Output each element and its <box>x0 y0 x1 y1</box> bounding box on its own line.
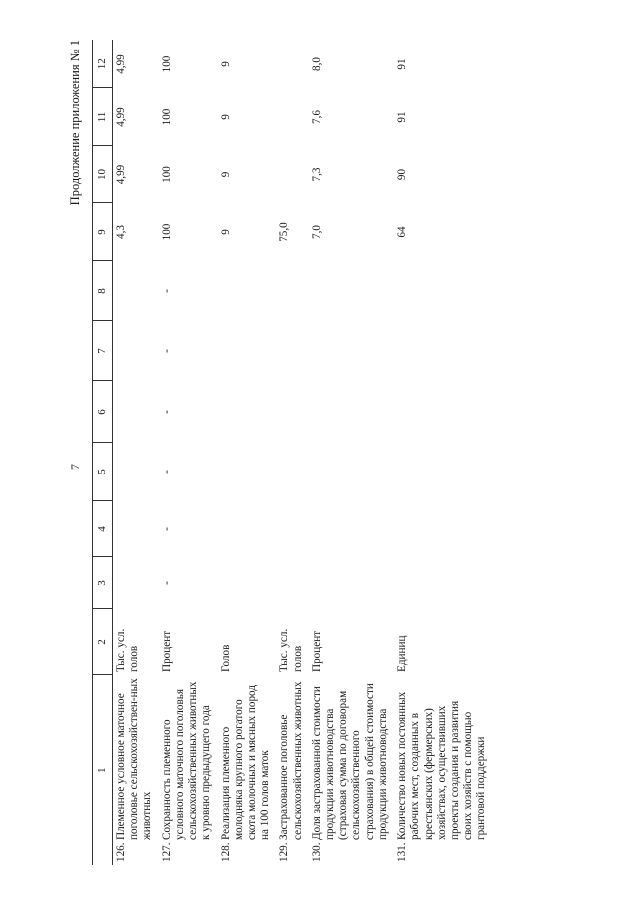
value-cell: 9 <box>219 229 232 235</box>
value-cell: - <box>160 527 173 531</box>
value-cell <box>276 443 308 501</box>
value-cell <box>309 261 394 321</box>
value-cell: 91 <box>396 58 409 70</box>
value-cell <box>112 501 158 557</box>
value-cell <box>218 381 277 443</box>
column-number-row <box>93 40 113 865</box>
value-cell <box>218 261 277 321</box>
table-row <box>394 40 493 865</box>
value-cell: - <box>160 410 173 414</box>
indicator-name: Застрахованное поголовье сельскохозяйственных животных <box>278 681 304 840</box>
value-cell <box>394 261 493 321</box>
value-cell <box>276 381 308 443</box>
value-cell: - <box>160 581 173 585</box>
value-cell <box>276 40 308 88</box>
row-number: 129. <box>278 842 291 862</box>
col-header: 5 <box>93 443 113 501</box>
value-cell <box>112 261 158 321</box>
value-cell <box>112 321 158 381</box>
value-cell <box>218 557 277 609</box>
table-row <box>309 40 394 865</box>
value-cell: 8,0 <box>310 57 323 71</box>
value-cell <box>276 321 308 381</box>
col-header: 10 <box>93 146 113 203</box>
unit-cell: Тыс. усл. голов <box>114 628 141 672</box>
col-header: 6 <box>93 381 113 443</box>
value-cell <box>276 557 308 609</box>
value-cell: 100 <box>160 223 173 241</box>
col-header: 7 <box>93 321 113 381</box>
table-row <box>159 40 218 865</box>
row-number: 128. <box>219 842 232 862</box>
row-number: 131. <box>396 842 409 862</box>
value-cell: 7,3 <box>310 167 323 182</box>
value-cell: 9 <box>219 114 232 120</box>
value-cell <box>276 146 308 203</box>
unit-cell: Процент <box>310 630 323 672</box>
col-header: 4 <box>93 501 113 557</box>
value-cell <box>276 261 308 321</box>
value-cell <box>394 443 493 501</box>
table-row <box>218 40 277 865</box>
unit-cell: Единиц <box>396 635 409 672</box>
value-cell: 4,99 <box>114 54 127 74</box>
value-cell: 7,0 <box>310 225 323 239</box>
value-cell: - <box>160 349 173 353</box>
unit-cell: Тыс. усл. голов <box>278 628 304 672</box>
col-header: 11 <box>93 88 113 146</box>
rotated-table-frame <box>68 40 628 865</box>
value-cell <box>218 443 277 501</box>
value-cell: 9 <box>219 171 232 178</box>
value-cell <box>218 501 277 557</box>
value-cell <box>309 321 394 381</box>
continuation-title: Продолжение приложения № 1 <box>68 40 82 206</box>
col-header: 1 <box>93 675 113 865</box>
col-header: 12 <box>93 40 113 88</box>
value-cell <box>276 501 308 557</box>
page-number: 7 <box>68 464 82 470</box>
row-number: 126. <box>114 842 127 862</box>
value-cell <box>309 501 394 557</box>
value-cell: 7,6 <box>310 110 323 124</box>
value-cell: - <box>160 289 173 293</box>
value-cell <box>276 88 308 146</box>
value-cell <box>112 557 158 609</box>
value-cell: 91 <box>396 111 409 123</box>
value-cell: 75,0 <box>278 222 291 242</box>
indicators-table <box>92 40 493 865</box>
value-cell <box>309 557 394 609</box>
row-number: 127. <box>160 842 173 862</box>
indicator-name: Племенное условное маточное поголовье сельскохозяйствен-ных животных <box>114 678 154 840</box>
indicator-name: Реализация племенного молодняка крупного рогатого скота молочных и мясных пород на 100 голов маток <box>219 684 272 840</box>
indicator-name: Сохранность племенного условного маточного поголовья сельскохозяйственных животных к уровню предыдущего года <box>160 681 213 840</box>
col-header: 2 <box>93 609 113 675</box>
unit-cell: Голов <box>219 644 232 672</box>
value-cell <box>112 443 158 501</box>
value-cell <box>309 443 394 501</box>
value-cell <box>112 381 158 443</box>
col-header: 3 <box>93 557 113 609</box>
table-row <box>276 40 308 865</box>
unit-cell: Процент <box>160 630 173 672</box>
indicator-name: Количество новых постоянных рабочих мест, созданных в крестьянских (фермерских) хозяйствах, осуществивших проекты создания и развития своих хозяйств с помощью грантовой поддержки <box>396 691 488 840</box>
value-cell: 100 <box>160 166 173 183</box>
value-cell: 100 <box>160 55 173 73</box>
value-cell <box>218 321 277 381</box>
value-cell <box>394 381 493 443</box>
value-cell: 100 <box>160 108 173 126</box>
value-cell: 9 <box>219 61 232 67</box>
value-cell: 4,99 <box>114 107 127 127</box>
value-cell: 64 <box>396 226 409 238</box>
value-cell: - <box>160 470 173 474</box>
value-cell <box>394 321 493 381</box>
col-header: 9 <box>93 203 113 261</box>
indicator-name: Доля застрахованной стоимости продукции животноводства (страховая сумма по договорам сельскохозяйственного страхования) в общей стоимости продукции животноводства <box>310 683 389 840</box>
value-cell: 4,3 <box>114 225 127 239</box>
value-cell: 90 <box>396 168 409 181</box>
value-cell: 4,99 <box>114 164 127 185</box>
value-cell <box>309 381 394 443</box>
row-number: 130. <box>310 842 323 862</box>
table-row <box>112 40 158 865</box>
value-cell <box>394 501 493 557</box>
value-cell <box>394 557 493 609</box>
col-header: 8 <box>93 261 113 321</box>
